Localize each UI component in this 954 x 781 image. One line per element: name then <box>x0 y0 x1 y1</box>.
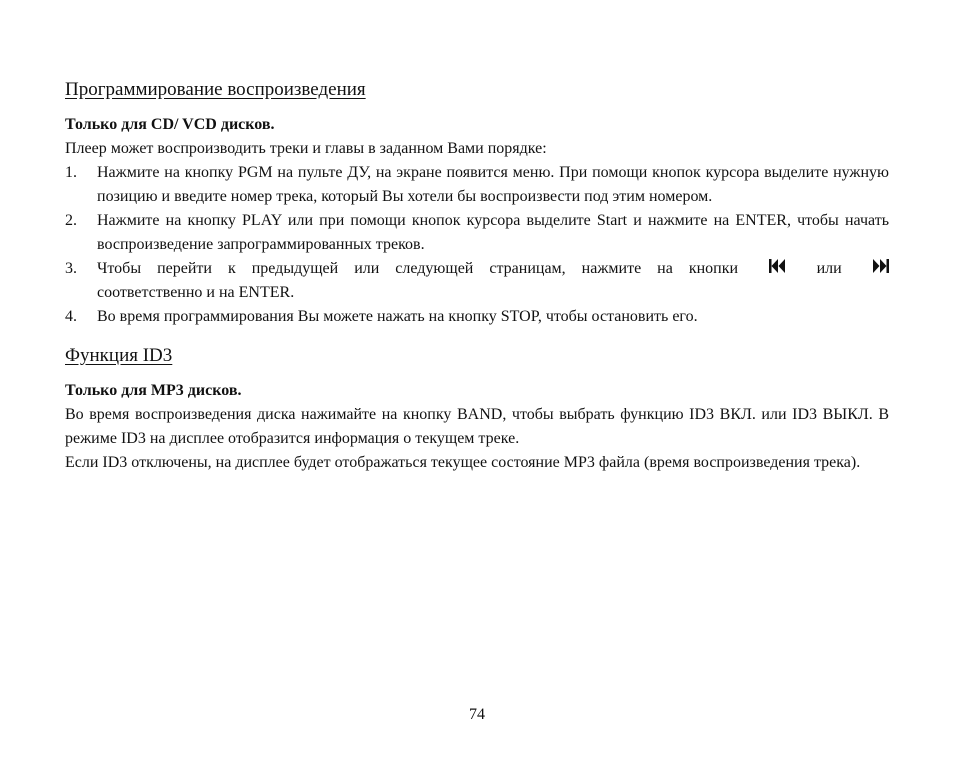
step-text: Нажмите на кнопку PLAY или при помощи кнопок курсора выделите Start и нажмите на ENTER, чтобы начать воспроизведение запрограммированных треков. <box>97 212 889 253</box>
step-text-middle: или <box>816 260 842 277</box>
intro-paragraph: Плеер может воспроизводить треки и главы в заданном Вами порядке: <box>65 140 547 157</box>
id3-paragraph-1: Во время воспроизведения диска нажимайте на кнопку BAND, чтобы выбрать функцию ID3 ВКЛ. или ID3 ВЫКЛ. В режиме ID3 на дисплее отобразится информация о текущем треке. <box>65 406 889 447</box>
steps-list <box>65 161 889 329</box>
step-text-after: соответственно и на ENTER. <box>97 284 295 301</box>
subheading-mp3: Только для MP3 дисков. <box>65 382 242 399</box>
step-text: Во время программирования Вы можете нажать на кнопку STOP, чтобы остановить его. <box>97 308 698 325</box>
step-number: 2. <box>65 212 77 229</box>
list-item <box>65 305 889 329</box>
list-item <box>65 161 889 209</box>
step-number: 1. <box>65 164 77 181</box>
page-content <box>65 77 889 475</box>
id3-paragraph-2: Если ID3 отключены, на дисплее будет отображаться текущее состояние MP3 файла (время воспроизведения трека). <box>65 454 861 471</box>
list-item <box>65 257 889 305</box>
skip-next-icon <box>873 257 889 281</box>
step-text-before: Чтобы перейти к предыдущей или следующей страницам, нажмите на кнопки <box>97 260 739 277</box>
list-item <box>65 209 889 257</box>
step-number: 3. <box>65 260 77 277</box>
skip-previous-icon <box>769 257 785 281</box>
step-number: 4. <box>65 308 77 325</box>
section-heading-id3: Функция ID3 <box>65 345 173 366</box>
subheading-cd-vcd: Только для CD/ VCD дисков. <box>65 116 275 133</box>
section-heading-programming: Программирование воспроизведения <box>65 79 366 100</box>
page-number: 74 <box>469 706 485 723</box>
step-text: Нажмите на кнопку PGM на пульте ДУ, на экране появится меню. При помощи кнопок курсора выделите нужную позицию и введите номер трека, который Вы хотели бы воспроизвести под этим номером. <box>97 164 889 205</box>
